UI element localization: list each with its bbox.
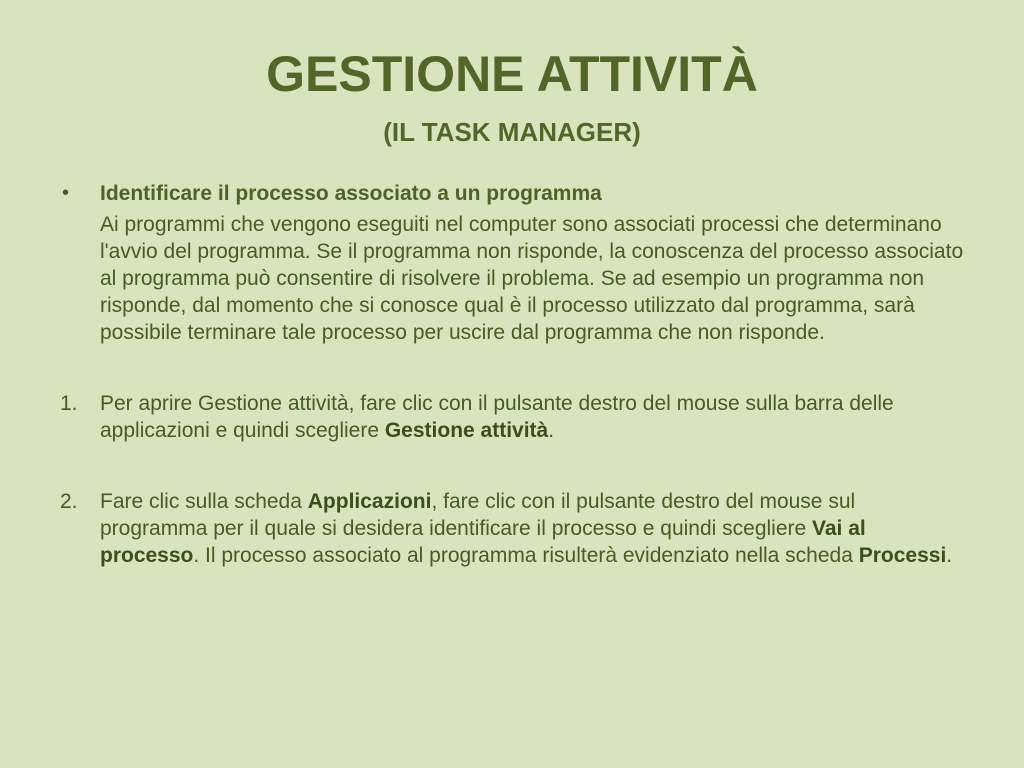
step-text-1: [100, 390, 965, 444]
step-2-text-d: .: [946, 544, 953, 567]
step-item-2: [60, 488, 965, 569]
step-item-1: [60, 390, 965, 444]
bullet-item: [60, 180, 965, 346]
step-2-bold-b: Vai al processo: [100, 517, 866, 567]
bullet-body: Ai programmi che vengono eseguiti nel computer sono associati processi che determinano l'avvio del programma. Se il programma non risponde, la conoscenza del processo associato al programma può consentire di risolvere il problema. Se ad esempio un programma non risponde, dal momento che si conosce qual è il processo utilizzato dal programma, sarà possibile terminare tale processo per uscire dal programma che non risponde.: [100, 213, 964, 344]
step-2-bold-c: Processi: [858, 544, 947, 567]
step-text-2: [100, 488, 965, 569]
step-2-text-c: . Il processo associato al programma risulterà evidenziato nella scheda: [193, 544, 859, 567]
step-1-bold-a: Gestione attività: [384, 419, 549, 442]
bullet-marker: •: [62, 182, 70, 204]
step-1-text-a: Per aprire Gestione attività, fare clic con il pulsante destro del mouse sulla barra delle applicazioni e quindi scegliere: [100, 392, 894, 442]
step-2-bold-a: Applicazioni: [307, 490, 432, 513]
step-1-text-b: .: [548, 419, 555, 442]
slide-title: GESTIONE ATTIVITÀ: [266, 46, 758, 102]
step-number-2: 2.: [60, 490, 78, 513]
bullet-heading: Identificare il processo associato a un programma: [100, 182, 602, 205]
step-number-1: 1.: [60, 392, 78, 415]
step-2-text-a: Fare clic sulla scheda: [100, 490, 308, 513]
slide-subtitle: (IL TASK MANAGER): [383, 117, 641, 147]
step-2-text-b: , fare clic con il pulsante destro del mouse sul programma per il quale si desidera identificare il processo e quindi scegliere: [100, 490, 856, 540]
slide-content: [60, 180, 965, 569]
